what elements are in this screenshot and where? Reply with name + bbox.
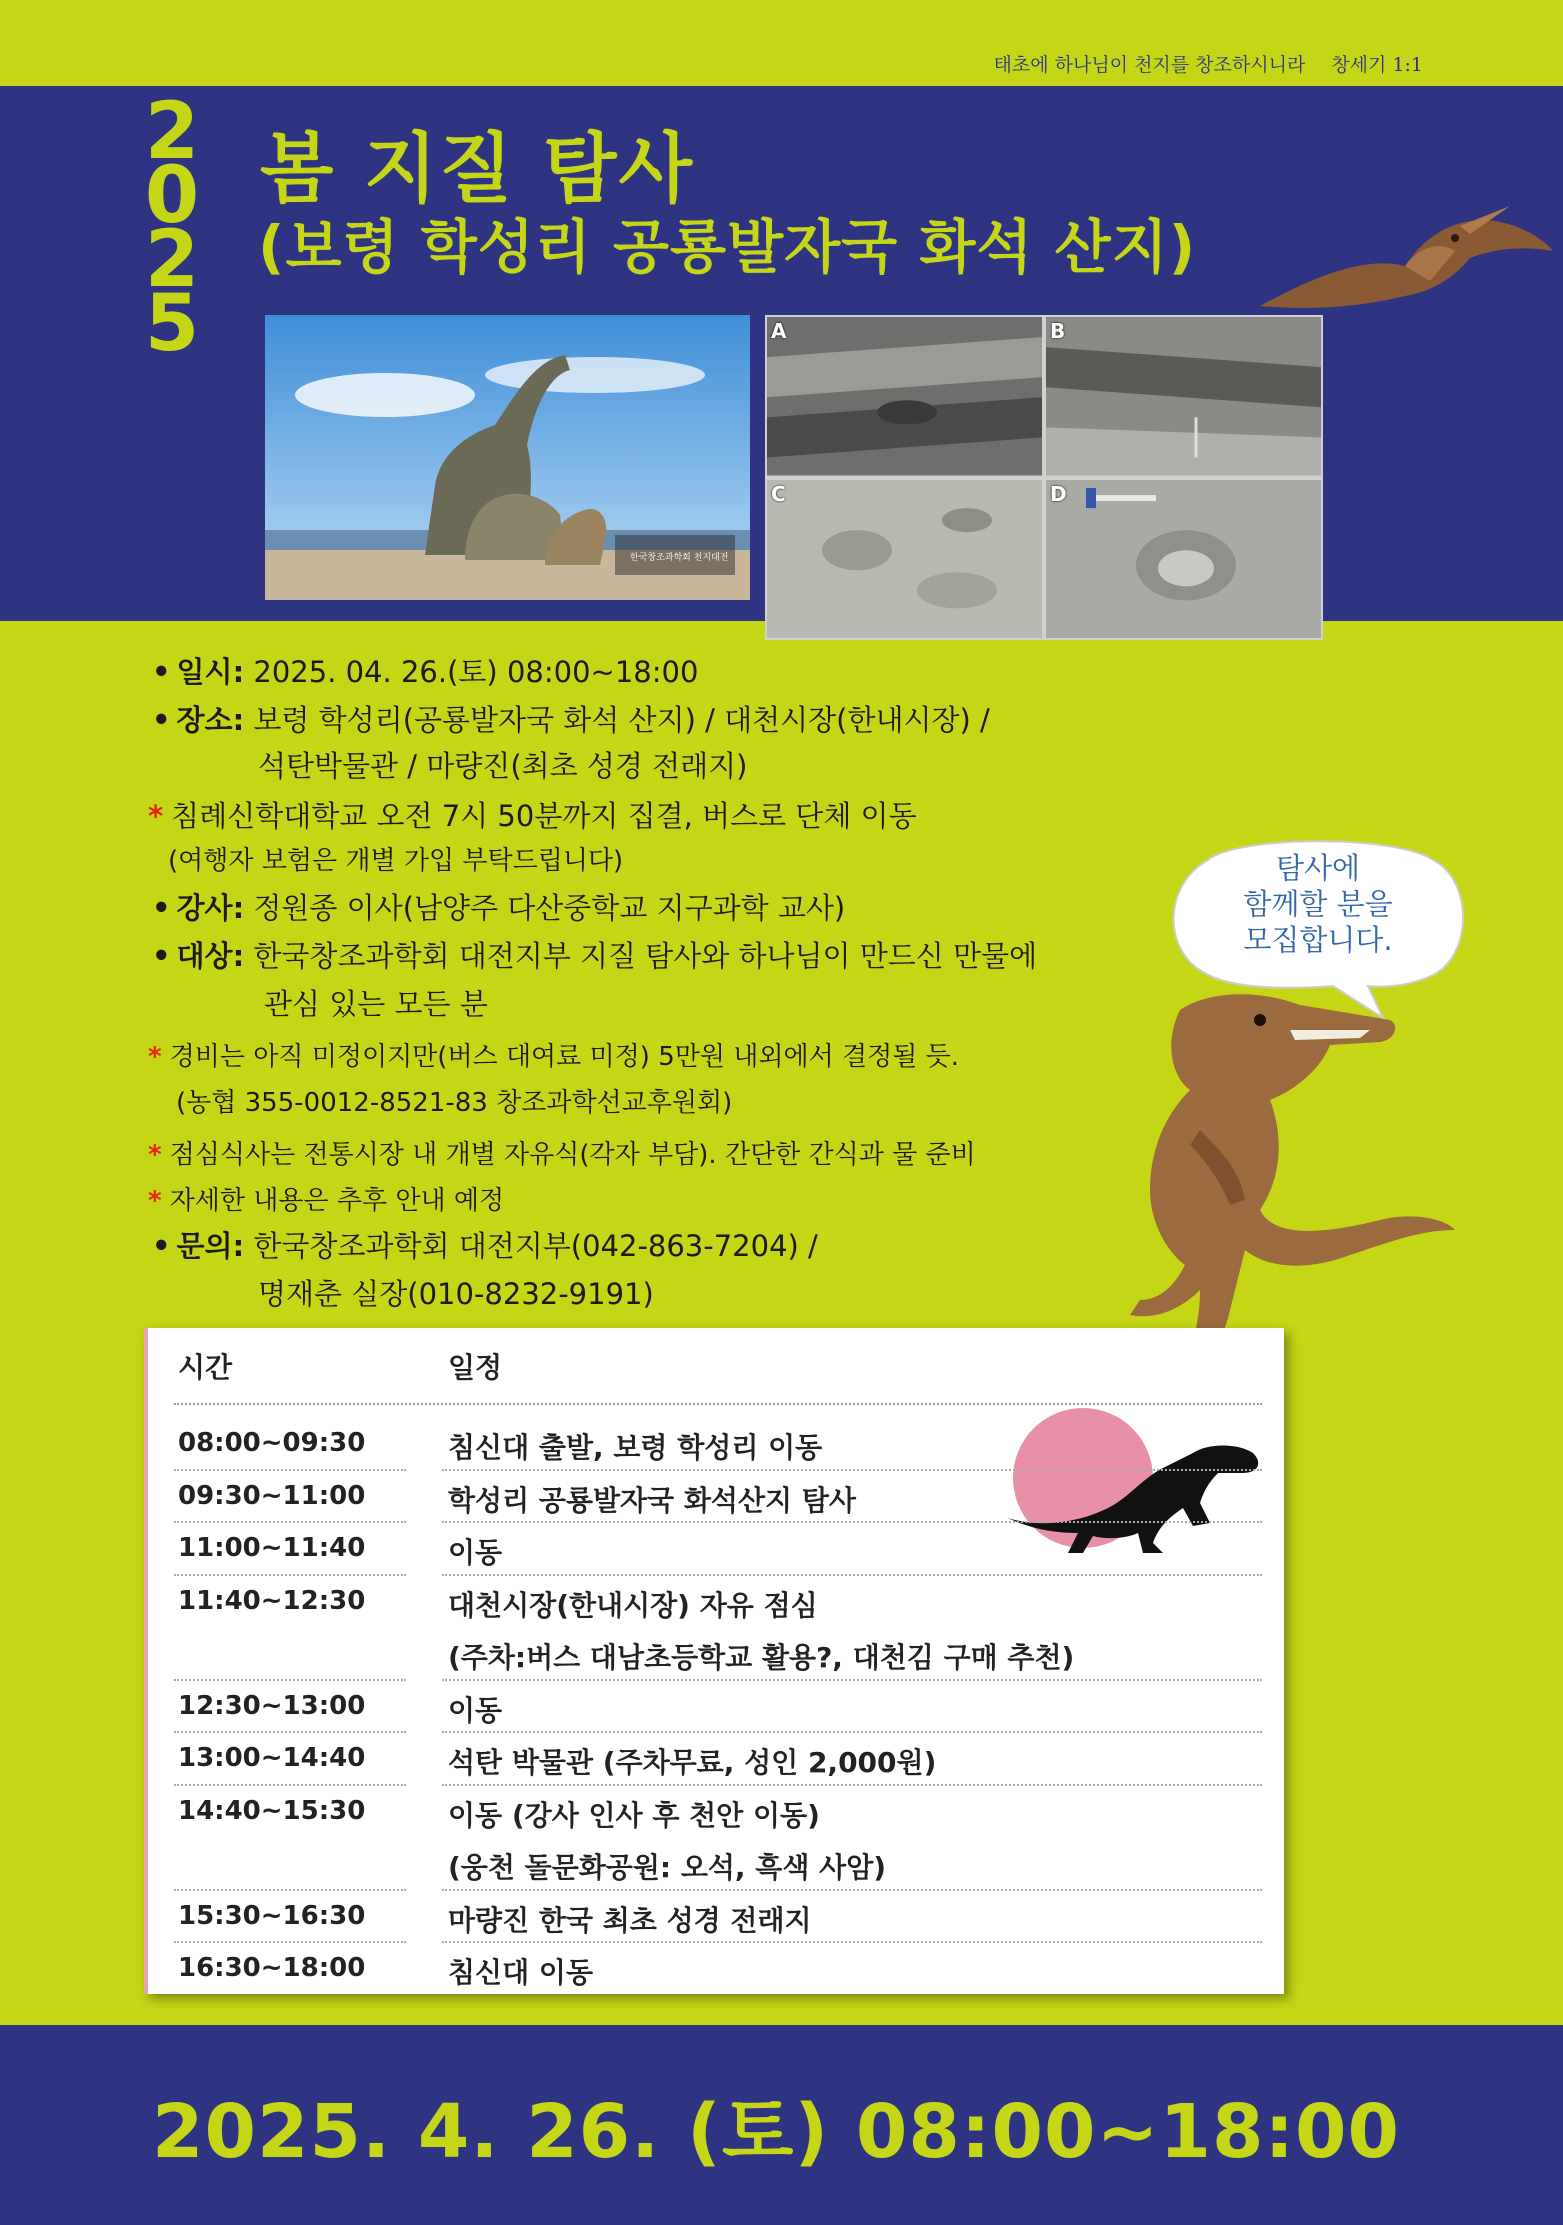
date-label: 일시: xyxy=(176,655,245,689)
photo-label: B xyxy=(1050,319,1066,343)
table-row: (웅천 돌문화공원: 오석, 흑색 사암) xyxy=(148,1838,1284,1891)
target-line: • 대상: 한국창조과학회 대전지부 지질 탐사와 하나님이 만드신 만물에 xyxy=(152,939,1038,973)
table-row: 13:00~14:40 석탄 박물관 (주차무료, 성인 2,000원) xyxy=(148,1733,1284,1786)
target-value-2: 관심 있는 모든 분 xyxy=(264,987,488,1021)
footprint-photo-b xyxy=(1046,317,1321,476)
schedule-rows xyxy=(148,1418,1284,1996)
pterosaur-illustration xyxy=(1255,196,1555,326)
cost-note: * 경비는 아직 미정이지만(버스 대여료 미정) 5만원 내외에서 결정될 듯. xyxy=(148,1042,959,1072)
table-row: 12:30~13:00 이동 xyxy=(148,1681,1284,1734)
year-digit: 2 xyxy=(144,215,200,305)
target-value: 한국창조과학회 대전지부 지질 탐사와 하나님이 만드신 만물에 xyxy=(253,939,1038,973)
lunch-note: * 점심식사는 전통시장 내 개별 자유식(각자 부담). 간단한 간식과 물 준비 xyxy=(148,1140,976,1170)
verse-text: 태초에 하나님이 천지를 창조하시니라 xyxy=(993,54,1306,76)
bubble-line: 모집합니다. xyxy=(1243,923,1393,957)
table-row: (주차:버스 대남초등학교 활용?, 대천김 구매 추천) xyxy=(148,1628,1284,1681)
gathering-note: * 침례신학대학교 오전 7시 50분까지 집결, 버스로 단체 이동 xyxy=(148,799,917,833)
footer-date: 2025. 4. 26. (토) 08:00~18:00 xyxy=(152,2089,1401,2175)
bank-account-note: (농협 355-0012-8521-83 창조과학선교후원회) xyxy=(176,1088,733,1118)
lecturer-label: 강사: xyxy=(176,891,245,925)
place-value-2: 석탄박물관 / 마량진(최초 성경 전래지) xyxy=(258,749,748,783)
bible-verse xyxy=(994,50,1423,77)
table-row: 16:30~18:00 침신대 이동 xyxy=(178,1953,593,1989)
contact-value: 한국창조과학회 대전지부(042-863-7204) / xyxy=(253,1229,818,1263)
year-digit: 2 xyxy=(144,87,200,177)
date-line: • 일시: 2025. 04. 26.(토) 08:00~18:00 xyxy=(152,655,699,689)
target-label: 대상: xyxy=(176,939,245,973)
date-value: 2025. 04. 26.(토) 08:00~18:00 xyxy=(253,655,699,689)
contact-line: • 문의: 한국창조과학회 대전지부(042-863-7204) / xyxy=(152,1229,818,1263)
table-row: 09:30~11:00 학성리 공룡발자국 화석산지 탐사 xyxy=(148,1471,1284,1524)
footprint-photo-a xyxy=(767,317,1042,476)
insurance-note: (여행자 보험은 개별 가입 부탁드립니다) xyxy=(168,846,624,876)
raptor-illustration xyxy=(1070,980,1460,1380)
column-header-time: 시간 xyxy=(178,1351,233,1384)
dinosaur-statue-photo xyxy=(265,315,750,600)
place-label: 장소: xyxy=(176,703,245,737)
verse-reference: 창세기 1:1 xyxy=(1331,54,1423,76)
year-vertical xyxy=(132,87,212,369)
schedule-table xyxy=(144,1328,1284,1994)
page-title: 봄 지질 탐사 xyxy=(260,124,694,213)
lecturer-line: • 강사: 정원종 이사(남양주 다산중학교 지구과학 교사) xyxy=(152,891,846,925)
lecturer-value: 정원종 이사(남양주 다산중학교 지구과학 교사) xyxy=(253,891,846,925)
photo-label: A xyxy=(771,319,787,343)
photo-label: D xyxy=(1050,481,1067,506)
column-header-plan: 일정 xyxy=(448,1351,503,1384)
table-row: 08:00~09:30 침신대 출발, 보령 학성리 이동 xyxy=(148,1418,1284,1471)
speech-bubble-text xyxy=(1178,850,1458,958)
bubble-line: 탐사에 xyxy=(1275,851,1361,885)
year-digit: 0 xyxy=(144,151,200,241)
table-row: 11:40~12:30 대천시장(한내시장) 자유 점심 xyxy=(178,1585,818,1622)
photo-caption: 한국창조과학회 천지대전 xyxy=(630,553,729,563)
bubble-line: 함께할 분을 xyxy=(1243,887,1393,921)
table-row: 14:40~15:30 이동 (강사 인사 후 천안 이동) xyxy=(178,1795,820,1832)
table-row: 11:00~11:40 이동 xyxy=(148,1523,1284,1576)
contact-label: 문의: xyxy=(176,1229,245,1263)
header-divider xyxy=(174,1403,1262,1405)
footprint-photo-c xyxy=(767,480,1042,639)
place-line: • 장소: 보령 학성리(공룡발자국 화석 산지) / 대천시장(한내시장) / xyxy=(152,703,990,737)
contact-value-2: 명재춘 실장(010-8232-9191) xyxy=(258,1277,654,1311)
page-subtitle: (보령 학성리 공룡발자국 화석 산지) xyxy=(258,213,1197,281)
footprint-photo-d xyxy=(1046,480,1321,639)
photo-label: C xyxy=(771,481,786,506)
details-note: * 자세한 내용은 추후 안내 예정 xyxy=(148,1186,505,1216)
table-row: 15:30~16:30 마량진 한국 최초 성경 전래지 xyxy=(148,1891,1284,1944)
footprint-photo-grid xyxy=(765,315,1323,640)
place-value: 보령 학성리(공룡발자국 화석 산지) / 대천시장(한내시장) / xyxy=(253,703,990,737)
year-digit: 5 xyxy=(144,279,200,369)
